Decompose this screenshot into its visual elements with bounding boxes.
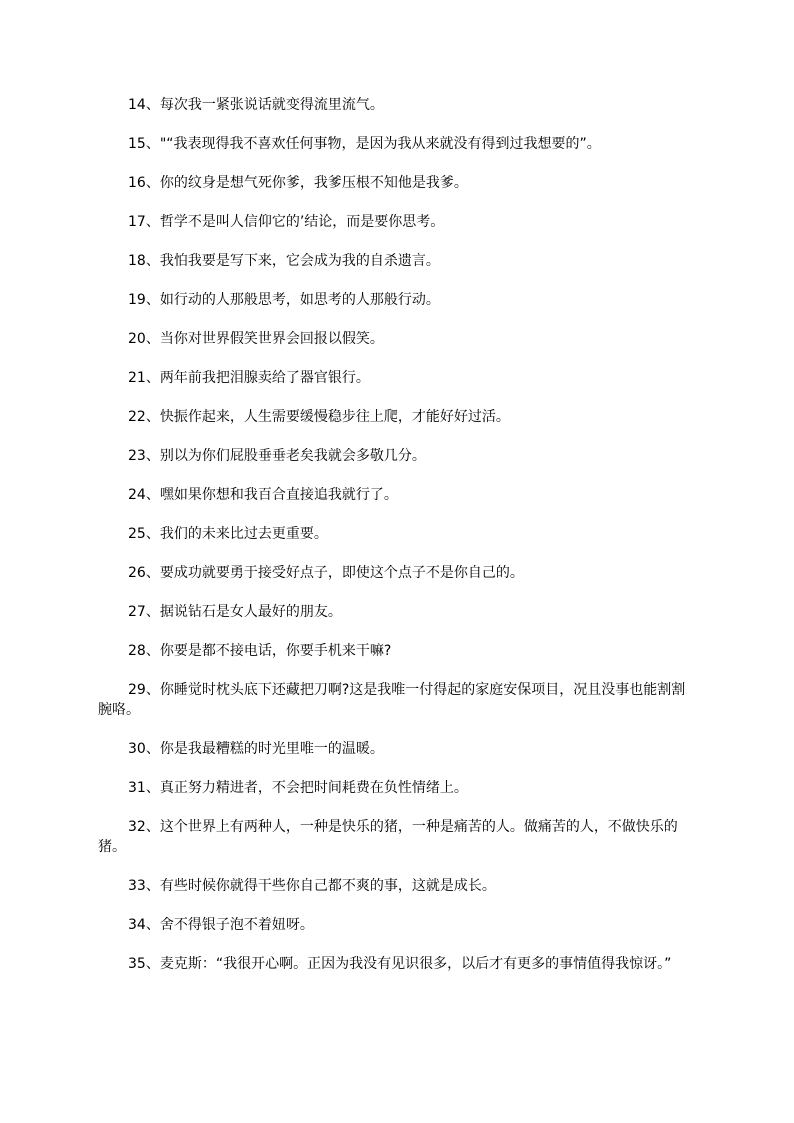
list-item: 34、舍不得银子泡不着妞呀。 <box>128 917 314 933</box>
list-item: 24、嘿如果你想和我百合直接追我就行了。 <box>128 487 398 503</box>
list-item: 30、你是我最糟糕的时光里唯一的温暖。 <box>128 741 384 757</box>
list-item: 17、哲学不是叫人信仰它的’结论，而是要你思考。 <box>128 214 445 230</box>
list-item: 32、这个世界上有两种人，一种是快乐的猪，一种是痛苦的人。做痛苦的人，不做快乐的猪。 <box>98 819 678 855</box>
list-item: 16、你的纹身是想气死你爹，我爹压根不知他是我爹。 <box>128 175 468 191</box>
list-item: 18、我怕我要是写下来，它会成为我的自杀遗言。 <box>128 253 440 269</box>
list-item: 22、快振作起来，人生需要缓慢稳步往上爬，才能好好过活。 <box>128 409 510 425</box>
list-item: 27、据说钻石是女人最好的朋友。 <box>128 604 342 620</box>
list-item: 28、你要是都不接电话，你要手机来干嘛? <box>128 643 392 659</box>
list-item: 14、每次我一紧张说话就变得流里流气。 <box>128 97 384 113</box>
list-item: 21、两年前我把泪腺卖给了器官银行。 <box>128 370 370 386</box>
list-item: 15、"“我表现得我不喜欢任何事物，是因为我从来就没有得到过我想要的”。 <box>128 136 601 152</box>
list-item: 33、有些时候你就得干些你自己都不爽的事，这就是成长。 <box>128 878 496 894</box>
list-item: 20、当你对世界假笑世界会回报以假笑。 <box>128 331 384 347</box>
list-item: 29、你睡觉时枕头底下还藏把刀啊?这是我唯一付得起的家庭安保项目，况且没事也能割割腕咯。 <box>98 682 686 718</box>
list-item: 19、如行动的人那般思考，如思考的人那般行动。 <box>128 292 440 308</box>
list-item: 25、我们的未来比过去更重要。 <box>128 526 328 542</box>
list-item: 26、要成功就要勇于接受好点子，即使这个点子不是你自己的。 <box>128 565 524 581</box>
list-item: 31、真正努力精进者，不会把时间耗费在负性情绪上。 <box>128 780 468 796</box>
quote-list <box>98 95 698 993</box>
list-item: 35、麦克斯：“我很开心啊。正因为我没有见识很多，以后才有更多的事情值得我惊讶。” <box>128 956 672 972</box>
list-item: 23、别以为你们屁股垂垂老矣我就会多敬几分。 <box>128 448 426 464</box>
